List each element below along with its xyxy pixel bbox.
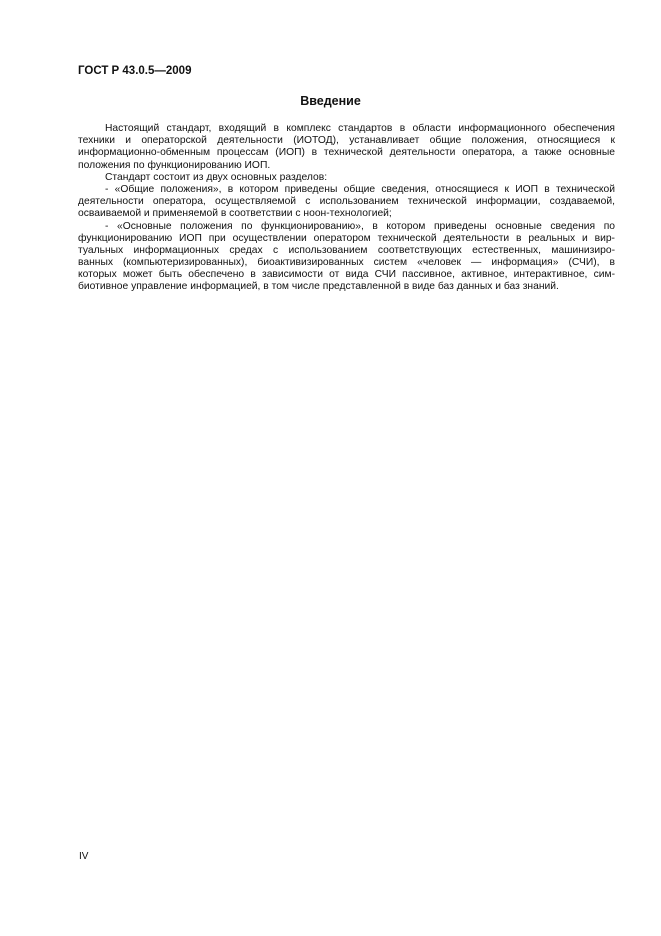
text-line: осваиваемой и применяемой в соответствии с ноон-технологией; (78, 208, 392, 220)
text-line: положения по функционированию ИОП. (78, 159, 271, 171)
text-line: техники и операторской деятельности (ИОТОД), устанавливает общие положения, относящиеся к (78, 135, 615, 147)
text-line: ванных (компьютеризированных), биоактивизированных систем «человек — информация» (СЧИ), в (78, 257, 615, 269)
text-line: деятельности оператора, осуществляемой с использованием технической информации, создаваемой, (78, 196, 615, 208)
paragraph-structure (78, 172, 615, 184)
list-item-general (78, 184, 615, 221)
text-line: Стандарт состоит из двух основных разделов: (105, 171, 328, 183)
text-line: биотивное управление информацией, в том числе представленной в виде баз данных и баз знаний. (78, 281, 559, 293)
document-code: ГОСТ Р 43.0.5—2009 (78, 65, 192, 77)
section-title: Введение (300, 94, 361, 108)
document-body (78, 123, 615, 294)
paragraph-intro (78, 123, 615, 172)
text-line: информационно-обменным процессам (ИОП) в технической деятельности оператора, а также основные (78, 147, 615, 159)
text-line: - «Общие положения», в котором приведены общие сведения, относящиеся к ИОП в технической (105, 183, 615, 195)
page-number: IV (79, 851, 89, 862)
text-line: Настоящий стандарт, входящий в комплекс стандартов в области информационного обеспечения (105, 123, 615, 134)
text-line: которых может быть обеспечено в зависимости от вида СЧИ пассивное, активное, интерактивное, сим- (78, 269, 615, 281)
text-line: функционированию ИОП при осуществлении оператором технической деятельности в реальных и вир- (78, 232, 615, 244)
list-item-functioning (78, 221, 615, 294)
text-line: - «Основные положения по функционированию», в котором приведены основные сведения по (105, 220, 615, 232)
text-line: туальных информационных средах с использованием соответствующих естественных, машинизиро- (78, 244, 615, 256)
